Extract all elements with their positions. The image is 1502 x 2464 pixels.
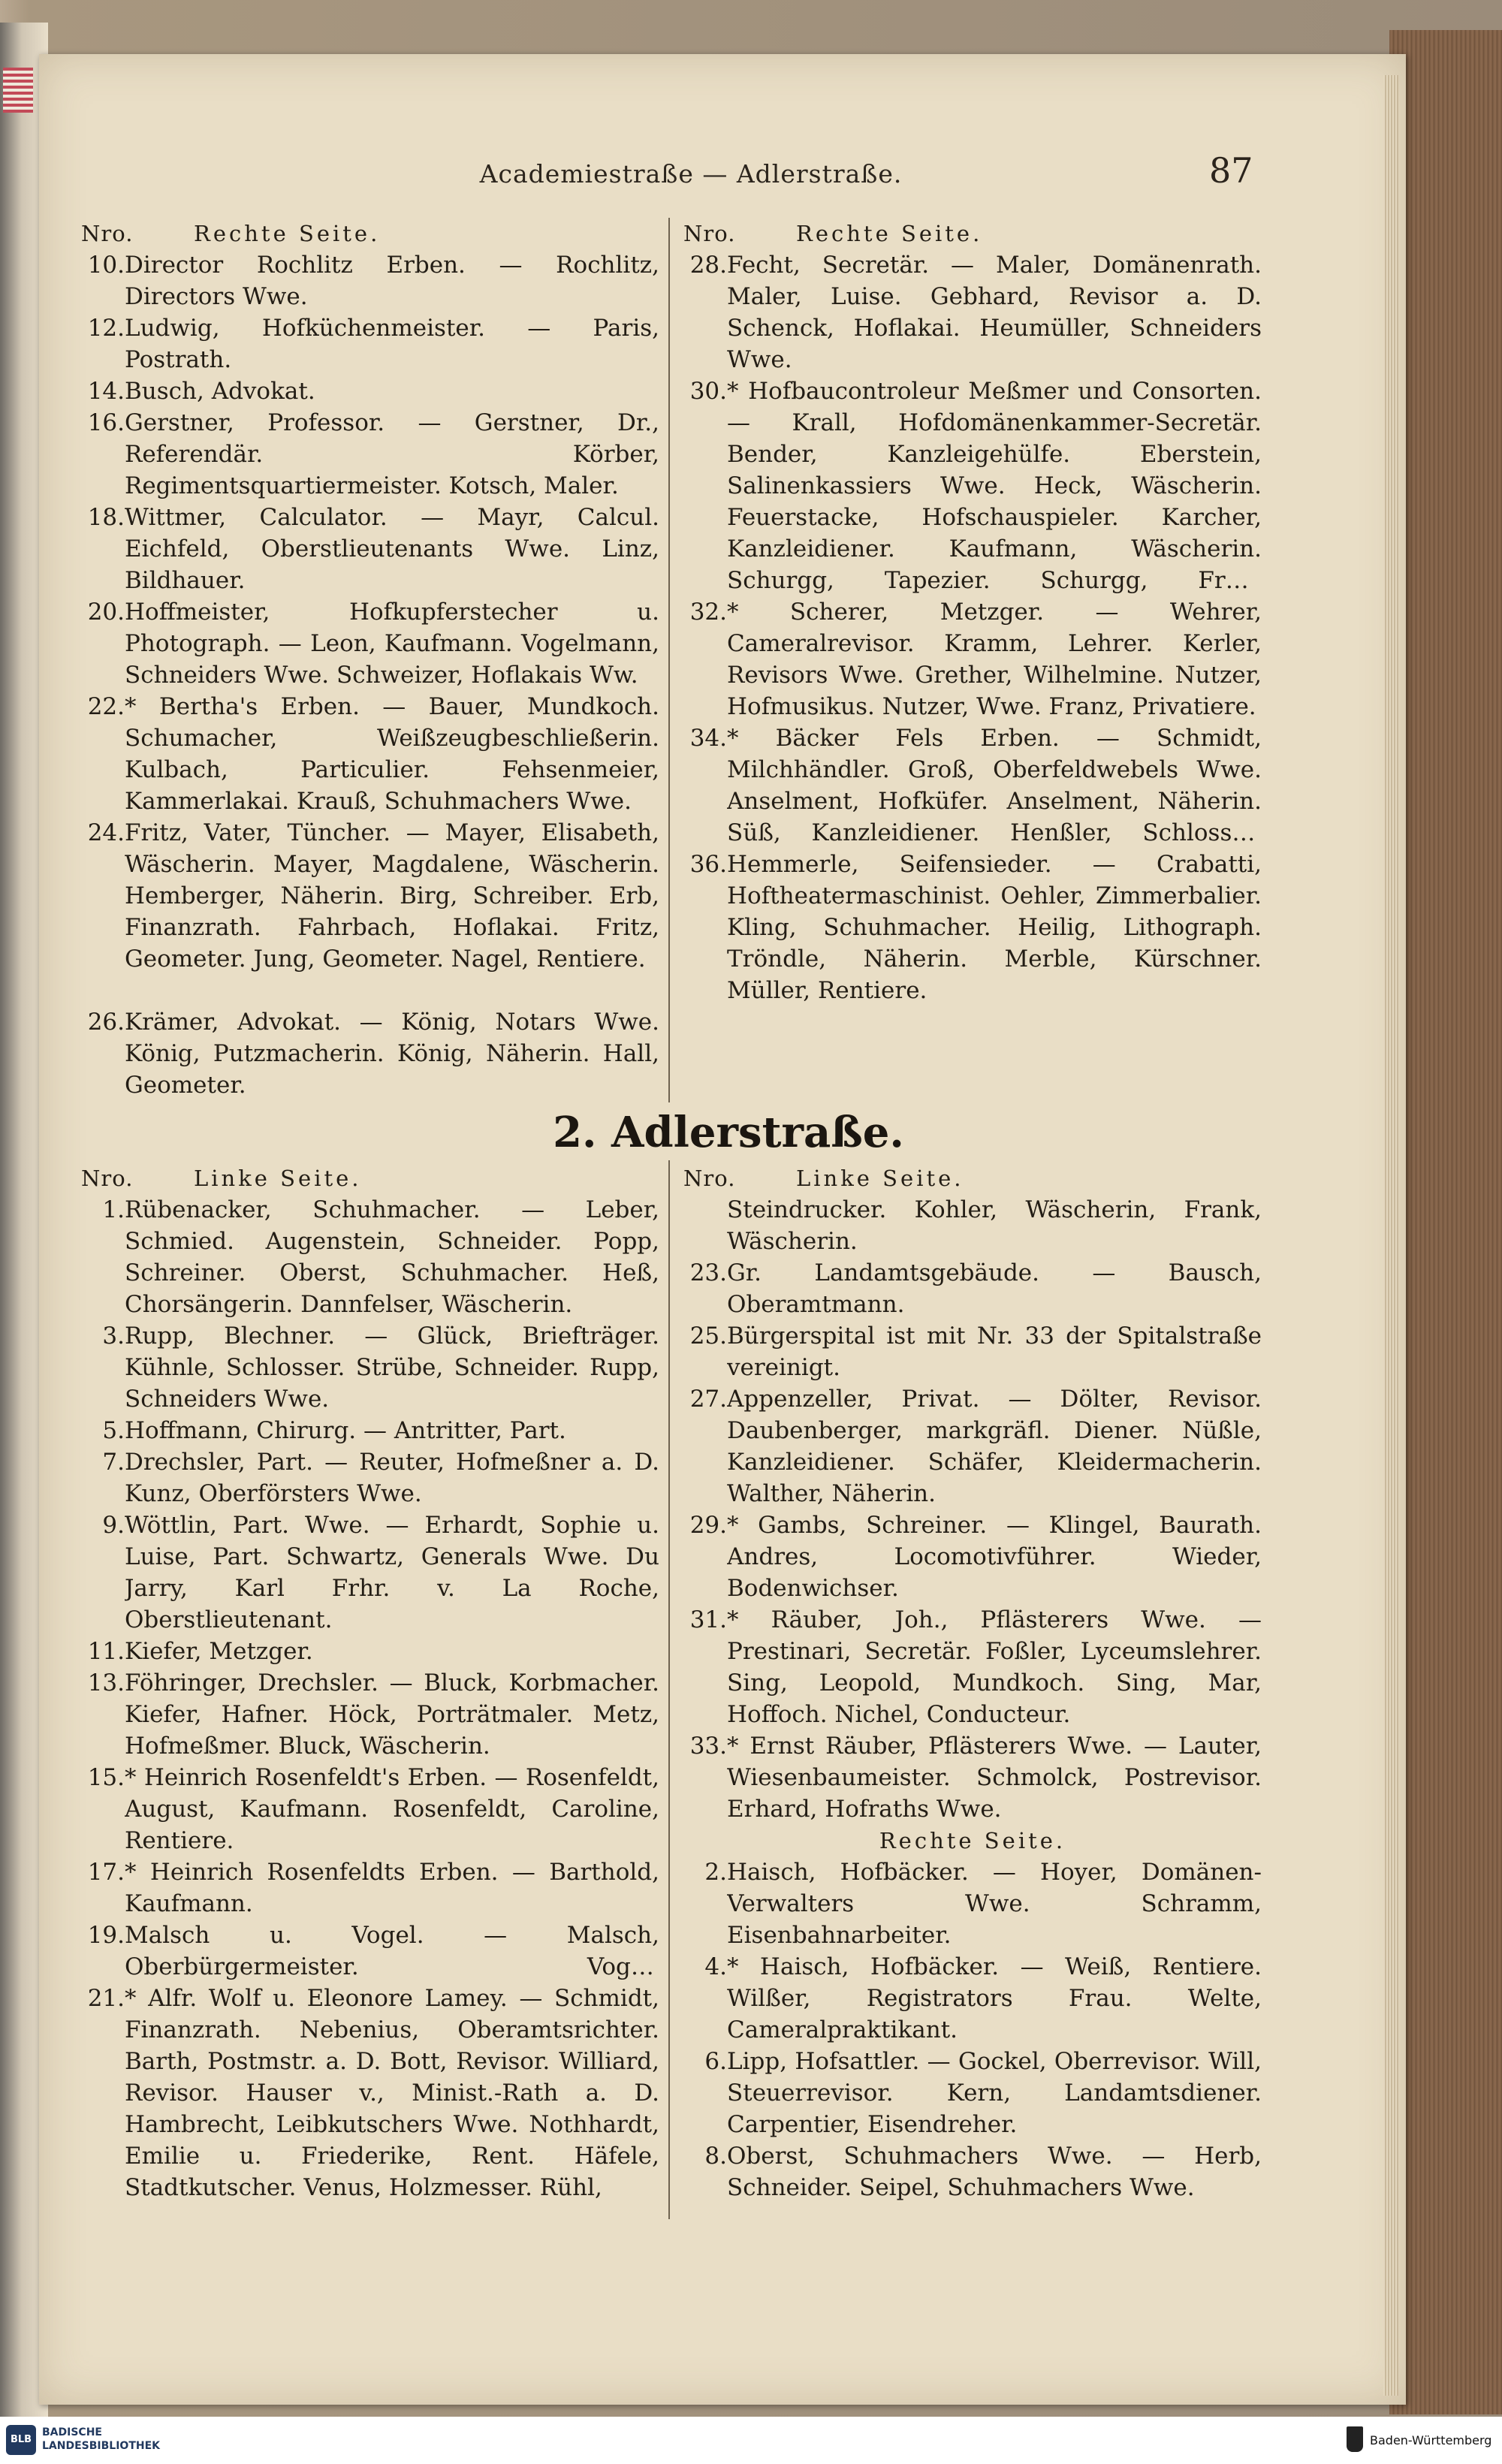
resident-list: * Bäcker Fels Erben. — Schmidt, Milchhändler. Groß, Oberfeldwebels Wwe. Anselment, Hofküfer. Anselment, Näherin. Süß, Kanzleidiener. Henßler, Schlosser. — [727, 725, 1262, 846]
number-label: Nro. — [81, 1166, 134, 1191]
right-side-label: Rechte Seite. — [879, 1828, 1066, 1853]
house-number: 7. — [102, 1449, 125, 1476]
lower-left-column — [81, 1163, 659, 2203]
column-header — [81, 1163, 659, 1194]
column-rule-upper — [668, 218, 670, 1102]
house-number: 31. — [689, 1606, 727, 1633]
house-number: 33. — [689, 1733, 727, 1760]
resident-list: Rübenacker, Schuhmacher. — Leber, Schmied. Augenstein, Schneider. Popp, Schreiner. Oberst, Schuhmacher. Heß, Chorsängerin. Dannfelser, Wäscherin. — [125, 1196, 659, 1318]
house-number: 32. — [689, 599, 727, 626]
house-number: 15. — [87, 1764, 125, 1791]
resident-list: * Scherer, Metzger. — Wehrer, Cameralrevisor. Kramm, Lehrer. Kerler, Revisors Wwe. Grether, Wilhelmine. Nutzer, Hofmusikus. Nutzer, Wwe. Franz, Privatiere. — [727, 599, 1262, 720]
resident-list: * Haisch, Hofbäcker. — Weiß, Rentiere. Wilßer, Registrators Frau. Welte, Cameralpraktikant. — [727, 1953, 1262, 2043]
house-number: 21. — [87, 1985, 125, 2012]
resident-list: Wöttlin, Part. Wwe. — Erhardt, Sophie u. Luise, Part. Schwartz, Generals Wwe. Du Jarry, Karl Frhr. v. La Roche, Oberstlieutenant. — [125, 1512, 659, 1633]
resident-list: Kiefer, Metzger. — [125, 1638, 313, 1665]
house-number: 11. — [87, 1638, 125, 1665]
side-label: Rechte Seite. — [796, 221, 983, 246]
section-title: 2. Adlerstraße. — [553, 1108, 904, 1157]
resident-list: * Hofbaucontroleur Meßmer und Consorten. — Krall, Hofdomänenkammer-Secretär. Bender, Kanzleigehülfe. Eberstein, Salinenkassiers Wwe. Heck, Wäscherin. Feuerstacke, Hofschauspieler. Karcher, Kanzleidiener. Kaufmann, Wäscherin. Schurgg, Tapezier. Schurgg, Frau, — [727, 378, 1262, 594]
house-number: 3. — [102, 1322, 125, 1350]
number-label: Nro. — [81, 221, 134, 246]
directory-entry — [81, 1194, 659, 1320]
house-number: 25. — [689, 1322, 727, 1350]
house-number: 24. — [87, 819, 125, 846]
directory-entry — [683, 1257, 1262, 1320]
directory-entry — [81, 1762, 659, 1856]
directory-entry — [81, 817, 659, 1006]
house-number: 28. — [689, 252, 727, 279]
column-header — [683, 1163, 1262, 1194]
house-number: 30. — [689, 378, 727, 405]
resident-list: Bürgerspital ist mit Nr. 33 der Spitalstraße vereinigt. — [727, 1322, 1262, 1381]
resident-list: Malsch u. Vogel. — Malsch, Oberbürgermeister. Vogel, — [125, 1922, 659, 1980]
color-mark — [3, 68, 33, 113]
resident-list: Hoffmeister, Hofkupferstecher u. Photograph. — Leon, Kaufmann. Vogelmann, Schneiders Wwe. Schweizer, Hoflakais Ww. — [125, 599, 659, 689]
resident-list: * Alfr. Wolf u. Eleonore Lamey. — Schmidt, Finanzrath. Nebenius, Oberamtsrichter. Barth, Postmstr. a. D. Bott, Revisor. Williard, Revisor. Hauser v., Minist.-Rath a. D. Hambrecht, Leibkutschers Wwe. Nothhardt, Emilie u. Friederike, Rent. Häfele, Stadtkutscher. Venus, Holzmesser. Rühl, — [125, 1985, 659, 2201]
house-number: 27. — [689, 1386, 727, 1413]
resident-list: * Ernst Räuber, Pflästerers Wwe. — Lauter, Wiesenbaumeister. Schmolck, Postrevisor. Erhard, Hofraths Wwe. — [727, 1733, 1262, 1823]
house-number: 2. — [704, 1859, 727, 1886]
house-number: 9. — [102, 1512, 125, 1539]
resident-list: Hemmerle, Seifensieder. — Crabatti, Hoftheatermaschinist. Oehler, Zimmerbalier. Kling, Schuhmacher. Heilig, Lithograph. Tröndle, Näherin. Merble, Kürschner. Müller, Rentiere. — [727, 851, 1262, 1004]
directory-entry — [683, 722, 1262, 849]
directory-entry — [683, 849, 1262, 1006]
house-number: 34. — [689, 725, 727, 752]
house-number: 17. — [87, 1859, 125, 1886]
state-emblem-icon — [1347, 2426, 1363, 2452]
column-rule-lower — [668, 1160, 670, 2219]
directory-entry — [81, 596, 659, 691]
house-number: 26. — [87, 1009, 125, 1036]
resident-list: Appenzeller, Privat. — Dölter, Revisor. Daubenberger, markgräfl. Diener. Nüßle, Kanzleidiener. Schäfer, Kleidermacherin. Walther, Näherin. — [727, 1386, 1262, 1507]
directory-entry — [81, 1320, 659, 1415]
book-cover-edge — [1389, 30, 1502, 2414]
resident-list: Drechsler, Part. — Reuter, Hofmeßner a. D. Kunz, Oberförsters Wwe. — [125, 1449, 659, 1507]
house-number: 4. — [704, 1953, 727, 1980]
directory-entry — [81, 1509, 659, 1636]
library-name-line1: BADISCHE — [42, 2426, 102, 2438]
library-name — [42, 2426, 160, 2453]
directory-entry — [683, 1951, 1262, 2046]
directory-entry — [683, 1730, 1262, 1825]
page-number: 87 — [1209, 150, 1253, 191]
house-number: 16. — [87, 409, 125, 436]
resident-list: Oberst, Schuhmachers Wwe. — Herb, Schneider. Seipel, Schuhmachers Wwe. — [727, 2143, 1262, 2201]
resident-list: Busch, Advokat. — [125, 378, 315, 405]
resident-list: * Heinrich Rosenfeldt's Erben. — Rosenfeldt, August, Kaufmann. Rosenfeldt, Caroline, Rentiere. — [125, 1764, 659, 1854]
column-header — [81, 218, 659, 249]
lower-right-column — [683, 1163, 1262, 2203]
house-number: 8. — [704, 2143, 727, 2170]
continuation-text: Steindrucker. Kohler, Wäscherin, Frank, Wäscherin. — [727, 1196, 1262, 1255]
number-label: Nro. — [683, 1166, 736, 1191]
running-head: Academiestraße — Adlerstraße. — [479, 159, 903, 188]
house-number: 5. — [102, 1417, 125, 1444]
column-header — [683, 218, 1262, 249]
side-label: Rechte Seite. — [194, 221, 381, 246]
directory-entry — [683, 1383, 1262, 1509]
house-number: 22. — [87, 693, 125, 720]
resident-list: Wittmer, Calculator. — Mayr, Calcul. Eichfeld, Oberstlieutenants Wwe. Linz, Bildhauer. — [125, 504, 659, 594]
upper-right-column — [683, 218, 1262, 1006]
house-number: 13. — [87, 1669, 125, 1696]
directory-entry — [81, 1856, 659, 1920]
resident-list: Fecht, Secretär. — Maler, Domänenrath. Maler, Luise. Gebhard, Revisor a. D. Schenck, Hoflakai. Heumüller, Schneiders Wwe. — [727, 252, 1262, 373]
directory-entry — [683, 1509, 1262, 1604]
resident-list: * Räuber, Joh., Pflästerers Wwe. — Prestinari, Secretär. Foßler, Lyceumslehrer. Sing, Leopold, Mundkoch. Sing, Mar, Hoffoch. Nichel, Conducteur. — [727, 1606, 1262, 1728]
resident-list: * Gambs, Schreiner. — Klingel, Baurath. Andres, Locomotivführer. Wieder, Bodenwichser. — [727, 1512, 1262, 1602]
resident-list: Lipp, Hofsattler. — Gockel, Oberrevisor. Will, Steuerrevisor. Kern, Landamtsdiener. Carpentier, Eisendreher. — [727, 2048, 1262, 2138]
resident-list: Gerstner, Professor. — Gerstner, Dr., Referendär. Körber, Regimentsquartiermeister. Kotsch, Maler. — [125, 409, 659, 499]
house-number: 19. — [87, 1922, 125, 1949]
library-name-line2: LANDESBIBLIOTHEK — [42, 2440, 161, 2452]
resident-list: Krämer, Advokat. — König, Notars Wwe. König, Putzmacherin. König, Näherin. Hall, Geometer. — [125, 1009, 659, 1099]
resident-list: Hoffmann, Chirurg. — Antritter, Part. — [125, 1417, 566, 1444]
resident-list: * Bertha's Erben. — Bauer, Mundkoch. Schumacher, Weißzeugbeschließerin. Kulbach, Particulier. Fehsenmeier, Kammerlakai. Krauß, Schuhmachers Wwe. — [125, 693, 659, 815]
directory-entry — [81, 1446, 659, 1509]
directory-entry — [81, 249, 659, 312]
upper-left-column — [81, 218, 659, 1101]
house-number: 6. — [704, 2048, 727, 2075]
directory-entry — [683, 375, 1262, 596]
resident-list: Rupp, Blechner. — Glück, Briefträger. Kühnle, Schlosser. Strübe, Schneider. Rupp, Schneiders Wwe. — [125, 1322, 659, 1413]
directory-entry — [81, 1415, 659, 1446]
house-number: 36. — [689, 851, 727, 878]
directory-entry — [81, 502, 659, 596]
directory-entry — [81, 1920, 659, 1983]
directory-entry — [683, 249, 1262, 375]
side-label: Linke Seite. — [194, 1166, 362, 1191]
directory-entry — [683, 596, 1262, 722]
resident-list: Gr. Landamtsgebäude. — Bausch, Oberamtmann. — [727, 1259, 1262, 1318]
resident-list: Föhringer, Drechsler. — Bluck, Korbmacher. Kiefer, Hafner. Höck, Porträtmaler. Metz, Hofmeßmer. Bluck, Wäscherin. — [125, 1669, 659, 1760]
house-number: 20. — [87, 599, 125, 626]
resident-list: Ludwig, Hofküchenmeister. — Paris, Postrath. — [125, 315, 659, 373]
house-number: 12. — [87, 315, 125, 342]
resident-list: Director Rochlitz Erben. — Rochlitz, Directors Wwe. — [125, 252, 659, 310]
house-number: 10. — [87, 252, 125, 279]
resident-list: Haisch, Hofbäcker. — Hoyer, Domänen-Verwalters Wwe. Schramm, Eisenbahnarbeiter. — [727, 1859, 1262, 1949]
directory-entry — [81, 1667, 659, 1762]
number-label: Nro. — [683, 221, 736, 246]
directory-entry — [81, 1006, 659, 1101]
directory-entry — [683, 1320, 1262, 1383]
resident-list: Fritz, Vater, Tüncher. — Mayer, Elisabeth, Wäscherin. Mayer, Magdalene, Wäscherin. Hemberger, Näherin. Birg, Schreiber. Erb, Finanzrath. Fahrbach, Hoflakai. Fritz, Geometer. Jung, Geometer. Nagel, Rentiere. — [125, 819, 659, 973]
house-number: 18. — [87, 504, 125, 531]
directory-entry — [683, 1604, 1262, 1730]
side-label: Linke Seite. — [796, 1166, 964, 1191]
directory-entry — [81, 1983, 659, 2203]
state-name: Baden-Württemberg — [1370, 2433, 1492, 2447]
resident-list: * Heinrich Rosenfeldts Erben. — Barthold, Kaufmann. — [125, 1859, 659, 1917]
directory-entry — [81, 691, 659, 817]
directory-entry — [81, 407, 659, 502]
house-number: 23. — [689, 1259, 727, 1286]
directory-entry — [683, 2140, 1262, 2203]
directory-entry — [683, 1856, 1262, 1951]
house-number: 29. — [689, 1512, 727, 1539]
directory-entry — [81, 312, 659, 375]
house-number: 14. — [87, 378, 125, 405]
footer-bar — [0, 2417, 1502, 2464]
directory-entry — [81, 1636, 659, 1667]
directory-entry — [81, 375, 659, 407]
blb-logo[interactable]: BLB — [6, 2425, 36, 2455]
directory-entry — [683, 2046, 1262, 2140]
house-number: 1. — [102, 1196, 125, 1223]
page-edges — [1383, 75, 1398, 2396]
